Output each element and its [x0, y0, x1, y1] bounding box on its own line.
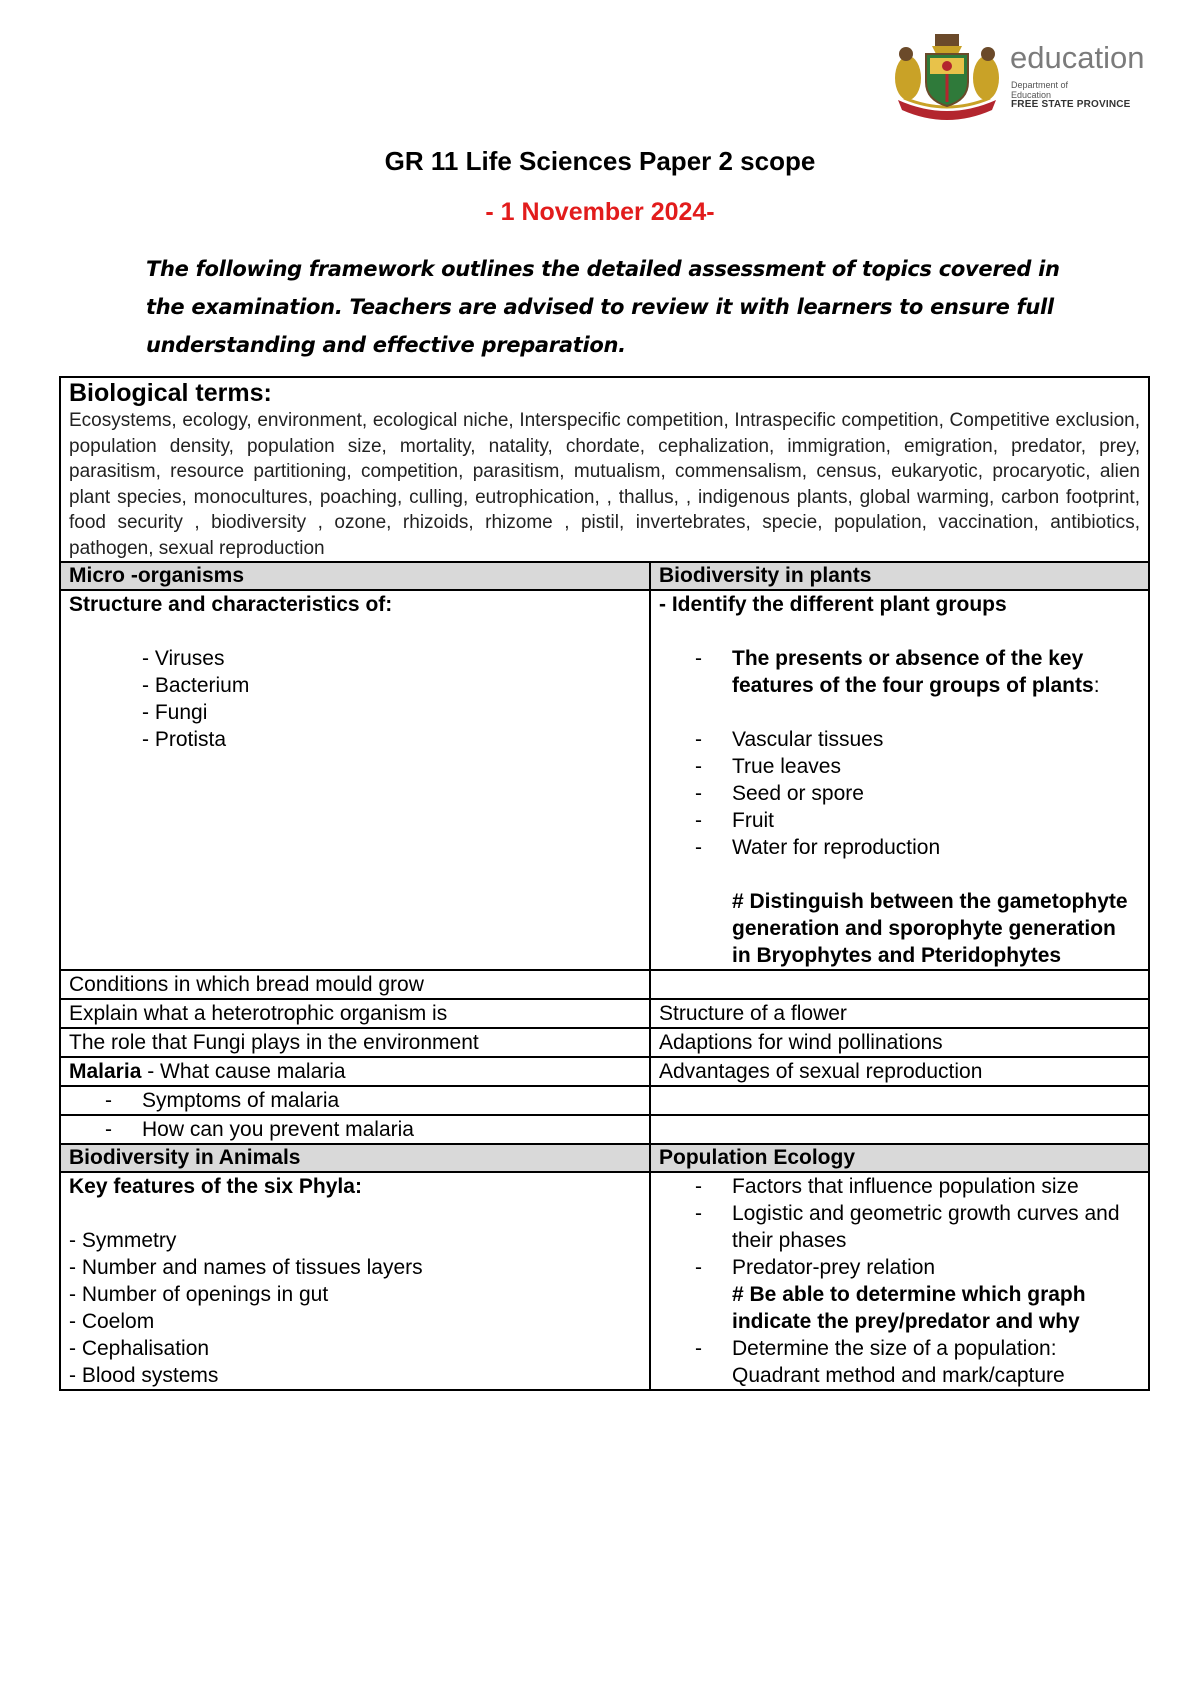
list-item: - Fungi	[142, 701, 208, 724]
table-row	[60, 1172, 1149, 1390]
list-item: - Fruit	[659, 807, 1140, 834]
table-cell: Structure of a flower	[650, 999, 1149, 1028]
plants-presence: The presents or absence of the key features of the four groups of plants	[732, 647, 1094, 697]
page-title: GR 11 Life Sciences Paper 2 scope	[384, 146, 816, 176]
logo-subtitle: Department of	[1011, 80, 1069, 90]
plants-identify: - Identify the different plant groups	[659, 593, 1007, 616]
list-item: - True leaves	[659, 753, 1140, 780]
logo-subtitle: Education	[1011, 90, 1052, 100]
table-cell	[60, 1057, 650, 1086]
population-cell	[650, 1172, 1149, 1390]
exam-date: - 1 November 2024-	[485, 198, 715, 226]
table-cell: Adaptions for wind pollinations	[650, 1028, 1149, 1057]
list-item: - Bacterium	[142, 674, 250, 697]
list-item	[659, 645, 1140, 699]
table-cell: Advantages of sexual reproduction	[650, 1057, 1149, 1086]
table-row	[60, 1057, 1149, 1086]
population-header: Population Ecology	[650, 1144, 1149, 1172]
micro-structure-heading: Structure and characteristics of:	[69, 593, 393, 616]
table-row	[60, 1086, 1149, 1115]
list-item: - Protista	[142, 728, 227, 751]
list-item: - Coelom	[69, 1310, 155, 1333]
table-cell	[60, 1115, 650, 1144]
micro-header: Micro -organisms	[60, 562, 650, 590]
list-item: - How can you prevent malaria	[69, 1116, 641, 1143]
plants-header: Biodiversity in plants	[650, 562, 1149, 590]
table-cell	[650, 1115, 1149, 1144]
list-item: - Symmetry	[69, 1229, 177, 1252]
table-row	[60, 590, 1149, 970]
list-item: - Symptoms of malaria	[69, 1087, 641, 1114]
table-row	[60, 1028, 1149, 1057]
table-cell: Conditions in which bread mould grow	[60, 970, 650, 999]
terms-cell	[60, 377, 1149, 562]
logo-wordmark: education	[1010, 40, 1145, 75]
list-item: - Viruses	[142, 647, 225, 670]
list-item: - Number of openings in gut	[69, 1283, 329, 1306]
terms-body: Ecosystems, ecology, environment, ecological niche, Interspecific competition, Intraspecific competition, Competitive exclusion, population density, population size, mortality, natality, chordate, cephalization, immigration, emigration, predator, prey, parasitism, resource partitioning, competition, parasitism, mutualism, commensalism, census, eukaryotic, procaryotic, alien plant species, monocultures, poaching, culling, eutrophication, , thallus, , indigenous plants, global warming, carbon footprint, food security , biodiversity , ozone, rhizoids, rhizome , pistil, invertebrates, specie, population, vaccination, antibiotics, pathogen, sexual reproduction	[69, 410, 1140, 559]
animals-header: Biodiversity in Animals	[60, 1144, 650, 1172]
list-item: - Blood systems	[69, 1364, 219, 1387]
malaria-label: Malaria	[69, 1060, 142, 1083]
list-item: - Seed or spore	[659, 780, 1140, 807]
list-item: - Logistic and geometric growth curves and their phases	[659, 1200, 1140, 1254]
table-cell: Explain what a heterotrophic organism is	[60, 999, 650, 1028]
list-item: - Factors that influence population size	[659, 1173, 1140, 1200]
terms-heading: Biological terms:	[69, 379, 272, 407]
section-header-row	[60, 562, 1149, 590]
table-cell	[60, 1086, 650, 1115]
list-item: - Vascular tissues	[659, 726, 1140, 753]
table-row	[60, 1115, 1149, 1144]
logo	[890, 30, 1170, 120]
table-cell	[650, 970, 1149, 999]
list-item: - Cephalisation	[69, 1337, 210, 1360]
animals-cell	[60, 1172, 650, 1390]
population-note: # Be able to determine which graph indicate the prey/predator and why	[732, 1283, 1086, 1333]
terms-row	[60, 377, 1149, 562]
plants-groups-cell	[650, 590, 1149, 970]
section-header-row	[60, 1144, 1149, 1172]
list-item: - Determine the size of a population: Quadrant method and mark/capture	[659, 1335, 1140, 1389]
scope-table	[59, 376, 1150, 1391]
list-item: - Water for reproduction	[659, 834, 1140, 861]
list-item: - Number and names of tissues layers	[69, 1256, 423, 1279]
logo-province: FREE STATE PROVINCE	[1011, 99, 1131, 110]
coat-of-arms-icon	[890, 30, 1005, 120]
table-row	[60, 970, 1149, 999]
malaria-cause: - What cause malaria	[141, 1060, 346, 1083]
table-row	[60, 999, 1149, 1028]
micro-structure-cell	[60, 590, 650, 970]
table-cell: The role that Fungi plays in the environment	[60, 1028, 650, 1057]
colon-text: :	[1093, 674, 1100, 697]
phyla-heading: Key features of the six Phyla:	[69, 1175, 362, 1198]
intro-paragraph: The following framework outlines the detailed assessment of topics covered in the examination. Teachers are advised to review it with learners to ensure full understanding and effective preparation.	[146, 257, 1060, 357]
plants-distinguish-note: # Distinguish between the gametophyte generation and sporophyte generation in Bryophytes and Pteridophytes	[732, 890, 1128, 967]
table-cell	[650, 1086, 1149, 1115]
list-item: - Predator-prey relation	[659, 1254, 1140, 1281]
